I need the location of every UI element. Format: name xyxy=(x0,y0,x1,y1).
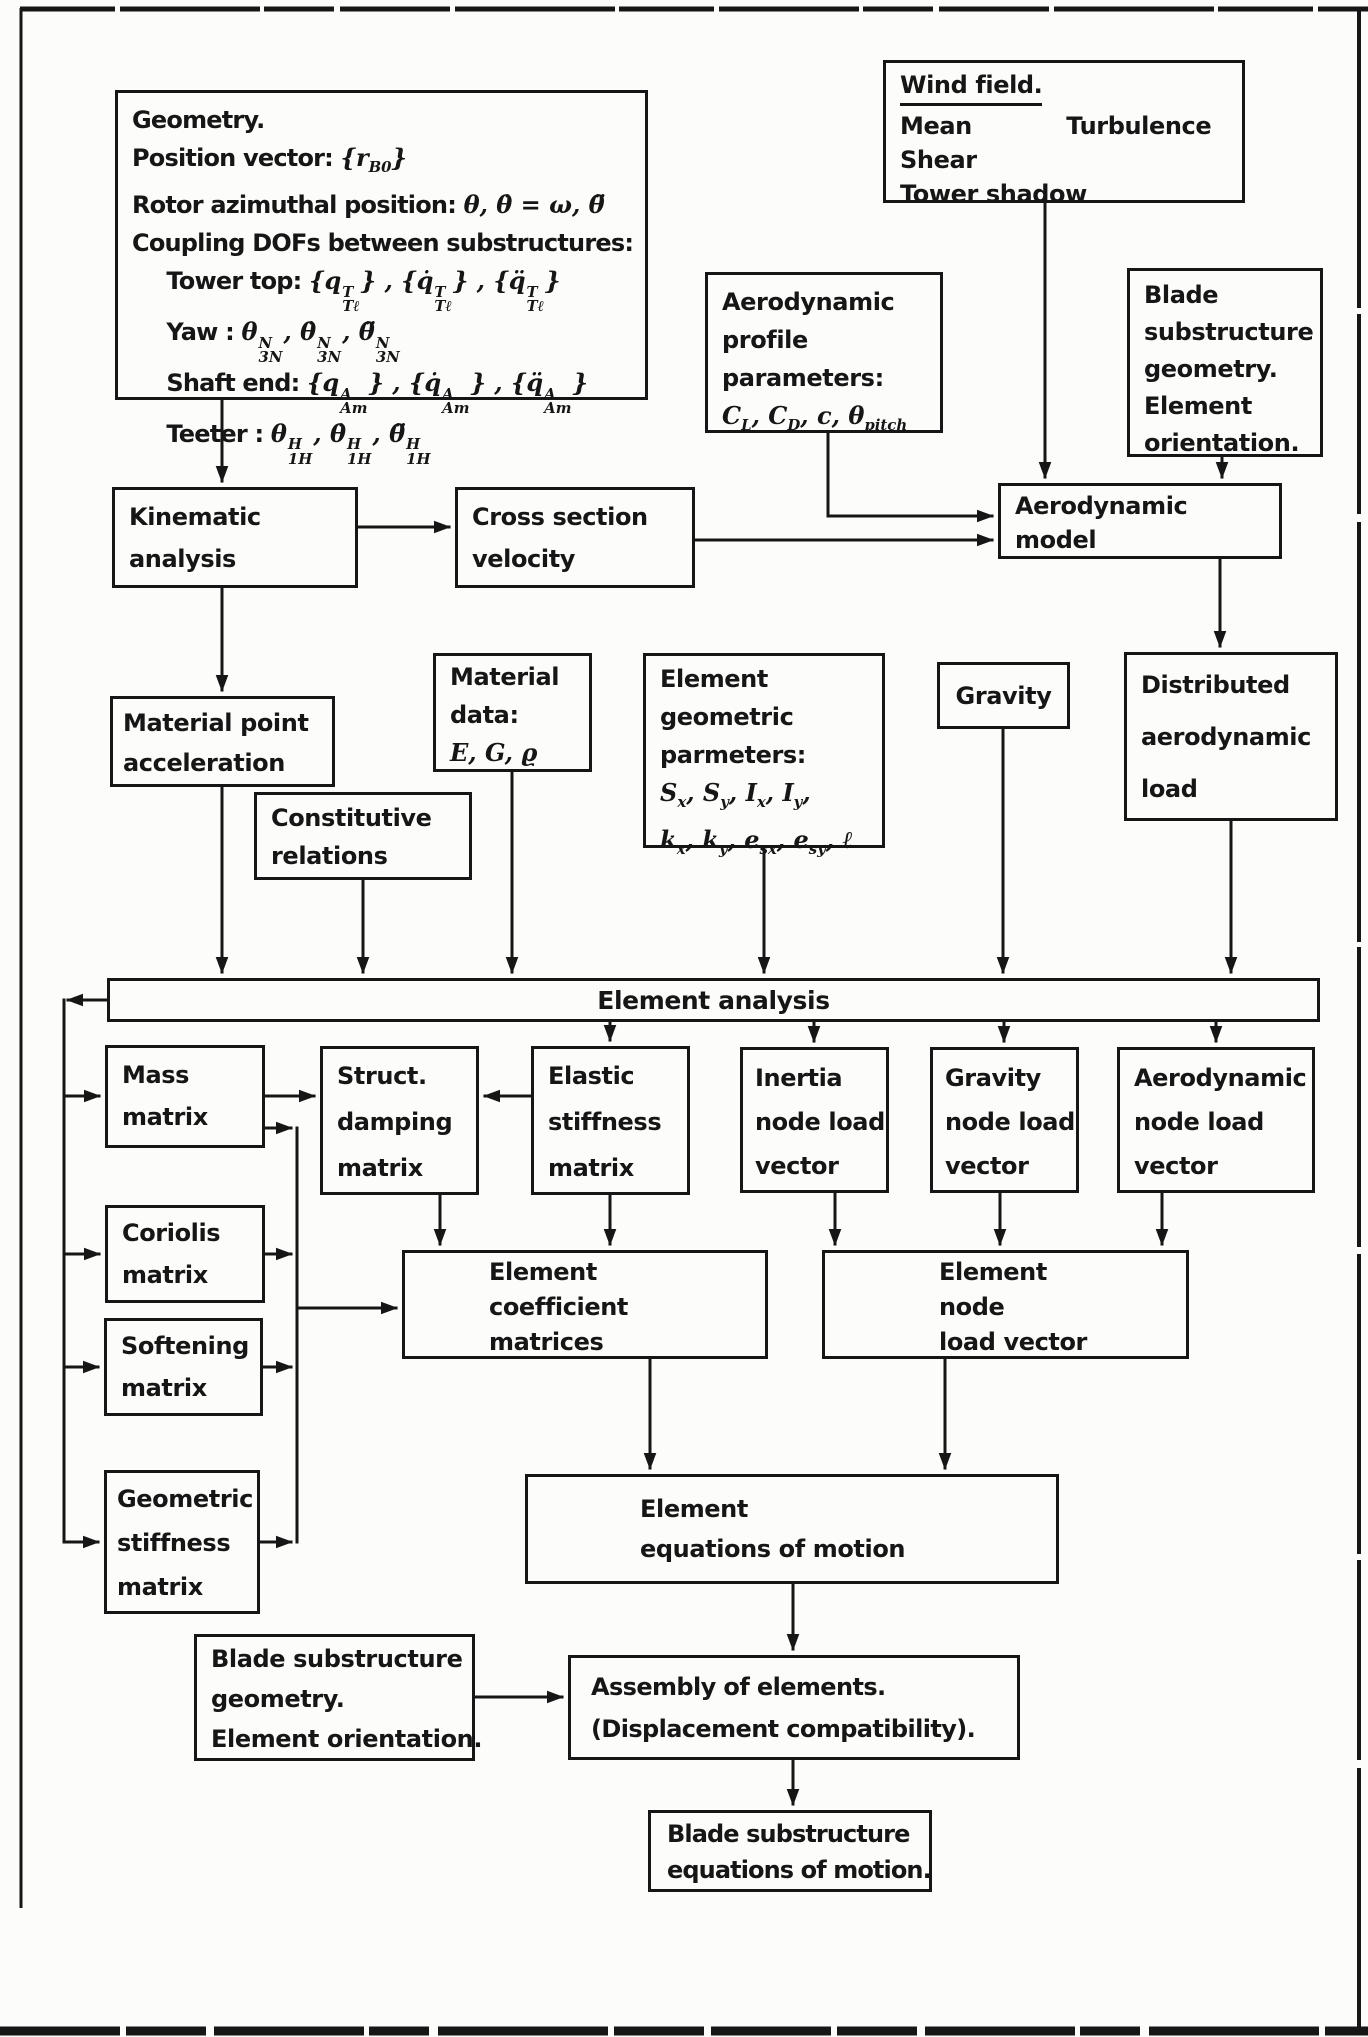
box-text-line: $S_x$, $S_y$, $I_x$, $I_y$, xyxy=(660,778,811,811)
box-text-line: equations of motion. xyxy=(667,1856,931,1884)
cross-section-velocity-box xyxy=(455,487,695,588)
box-text-line: node load xyxy=(755,1108,885,1136)
box-text-line: matrix xyxy=(122,1103,208,1131)
box-text-line: Aerodynamic xyxy=(1134,1064,1307,1092)
box-text-line: Tower top: {q T Tℓ } , {q̇ T Tℓ } , {q̈ T Tℓ } xyxy=(132,265,561,315)
box-text-line: stiffness xyxy=(117,1529,231,1557)
gravity-node-load-box xyxy=(930,1047,1079,1193)
box-text-line: Blade xyxy=(1144,281,1219,309)
box-text-line: Cross section xyxy=(472,503,648,531)
box-text-line: load vector xyxy=(939,1328,1087,1356)
box-text-line: Geometric xyxy=(117,1485,253,1513)
box-text-line: Position vector: $\{r_{B0}\}$ xyxy=(132,143,407,176)
box-text-line: node load xyxy=(1134,1108,1264,1136)
box-text-line: Shaft end: {q A Am } , {q̇ A Am } , {q̈ A Am } xyxy=(132,367,588,417)
box-text-line: $C_L$, $C_D$, c, $\theta_{pitch}$ xyxy=(722,401,908,434)
element-equations-of-motion-box xyxy=(525,1474,1059,1584)
connector-aero-profile-to-aero-model xyxy=(828,433,992,516)
box-text-line: Inertia xyxy=(755,1064,843,1092)
box-text-line: orientation. xyxy=(1144,429,1300,457)
box-text-line: Distributed xyxy=(1141,671,1290,699)
box-text-line: Gravity xyxy=(945,1064,1041,1092)
blade-substructure-eom-box xyxy=(648,1810,932,1892)
kinematic-analysis-box xyxy=(112,487,358,588)
box-text-line: geometry. xyxy=(211,1685,345,1713)
element-coefficient-matrices-box xyxy=(402,1250,768,1359)
box-text-line: Element xyxy=(640,1495,748,1523)
box-text-line: Struct. xyxy=(337,1062,427,1090)
elastic-stiffness-matrix-box xyxy=(531,1046,690,1195)
box-text-line: model xyxy=(1015,526,1097,554)
box-text-line: matrix xyxy=(122,1261,208,1289)
box-text-line: damping xyxy=(337,1108,453,1136)
aerodynamic-model-box xyxy=(998,483,1282,559)
box-text-line: Aerodynamic xyxy=(1015,492,1188,520)
box-text-line: node xyxy=(939,1293,1005,1321)
material-data-box xyxy=(433,653,592,772)
box-text-line: Coriolis xyxy=(122,1219,221,1247)
box-text-line: vector xyxy=(1134,1152,1218,1180)
box-text-line: Element xyxy=(660,665,768,693)
distributed-aerodynamic-load-box xyxy=(1124,652,1338,821)
box-text-line: matrix xyxy=(548,1154,634,1182)
box-text-line: analysis xyxy=(129,545,236,573)
box-text-line: vector xyxy=(945,1152,1029,1180)
coriolis-matrix-box xyxy=(105,1205,265,1303)
box-text-line: Teeter : θ H 1H , θ̇ H 1H , θ̈ H 1H xyxy=(132,418,431,468)
box-text-line: Aerodynamic xyxy=(722,288,895,316)
box-text-line: Yaw : θ N 3N , θ̇ N 3N , θ̈ N 3N xyxy=(132,316,400,366)
box-text-line: (Displacement compatibility). xyxy=(591,1715,976,1743)
box-text-line: Geometry. xyxy=(132,106,265,134)
box-text-line: matrix xyxy=(121,1374,207,1402)
box-text-line: stiffness xyxy=(548,1108,662,1136)
box-text-line: Blade substructure xyxy=(667,1820,910,1848)
material-point-acceleration-box xyxy=(110,696,335,787)
box-text-line: coefficient xyxy=(489,1293,628,1321)
box-text-line: acceleration xyxy=(123,749,285,777)
blade-substructure-bottom-box xyxy=(194,1634,483,1761)
box-text-line: geometric xyxy=(660,703,794,731)
box-text-line: node load xyxy=(945,1108,1075,1136)
box-text-line: relations xyxy=(271,842,388,870)
box-text-line: matrices xyxy=(489,1328,604,1356)
box-text-line: Shear xyxy=(900,146,977,174)
box-text-line: geometry. xyxy=(1144,355,1278,383)
box-text-line: equations of motion xyxy=(640,1535,906,1563)
box-text-line: parmeters: xyxy=(660,741,806,769)
box-text-line: Mean Turbulence xyxy=(900,112,1212,140)
box-text-line: load xyxy=(1141,775,1198,803)
gravity-box xyxy=(937,662,1070,729)
element-analysis-bar xyxy=(107,978,1320,1022)
mass-matrix-box xyxy=(105,1045,265,1148)
wind-field-box xyxy=(883,60,1245,208)
box-text-line: matrix xyxy=(117,1573,203,1601)
geometry-box xyxy=(115,90,648,468)
box-text-line: Gravity xyxy=(955,681,1052,710)
aerodynamic-node-load-box xyxy=(1117,1047,1315,1193)
box-text-line: E, G, ϱ xyxy=(450,738,538,767)
geometric-stiffness-matrix-box xyxy=(104,1470,260,1614)
struct-damping-matrix-box xyxy=(320,1046,479,1195)
wind-field-title: Wind field. xyxy=(900,68,1042,106)
box-text-line: profile xyxy=(722,326,808,354)
box-text-line: matrix xyxy=(337,1154,423,1182)
element-geometric-parameters-box xyxy=(643,653,885,858)
box-text-line: Tower shadow xyxy=(900,180,1087,208)
aerodynamic-profile-box xyxy=(705,272,943,433)
box-text-line: Blade substructure xyxy=(211,1645,463,1673)
box-text-line: Constitutive xyxy=(271,804,432,832)
box-text-line: Softening xyxy=(121,1332,249,1360)
box-text-line: Kinematic xyxy=(129,503,261,531)
box-text-line: aerodynamic xyxy=(1141,723,1311,751)
box-text-line: Element xyxy=(939,1258,1047,1286)
box-text-line: data: xyxy=(450,701,519,729)
softening-matrix-box xyxy=(104,1318,263,1416)
blade-substructure-top-box xyxy=(1127,268,1323,457)
assembly-of-elements-box xyxy=(568,1655,1020,1760)
wind-field-items xyxy=(900,109,1234,211)
box-text-line: Elastic xyxy=(548,1062,635,1090)
box-text-line: Element analysis xyxy=(597,985,830,1015)
box-text-line: $k_x$, $k_y$, $e_{sx}$, $e_{sy}$, ℓ xyxy=(660,824,853,858)
element-node-load-vector-box xyxy=(822,1250,1189,1359)
box-text-line: Rotor azimuthal position: θ, θ̇ = ω, θ̈ xyxy=(132,189,605,219)
box-text-line: Coupling DOFs between substructures: xyxy=(132,228,634,257)
box-text-line: Assembly of elements. xyxy=(591,1673,886,1701)
box-text-line: velocity xyxy=(472,545,576,573)
box-text-line: substructure xyxy=(1144,318,1314,346)
constitutive-relations-box xyxy=(254,792,472,880)
box-text-line: Mass xyxy=(122,1061,190,1089)
box-text-line: Element xyxy=(1144,392,1252,420)
box-text-line: Element xyxy=(489,1258,597,1286)
box-text-line: Element orientation. xyxy=(211,1725,483,1753)
box-text-line: parameters: xyxy=(722,364,884,392)
inertia-node-load-box xyxy=(740,1047,889,1193)
box-text-line: Material xyxy=(450,663,560,691)
box-text-line: Material point xyxy=(123,709,309,737)
box-text-line: vector xyxy=(755,1152,839,1180)
